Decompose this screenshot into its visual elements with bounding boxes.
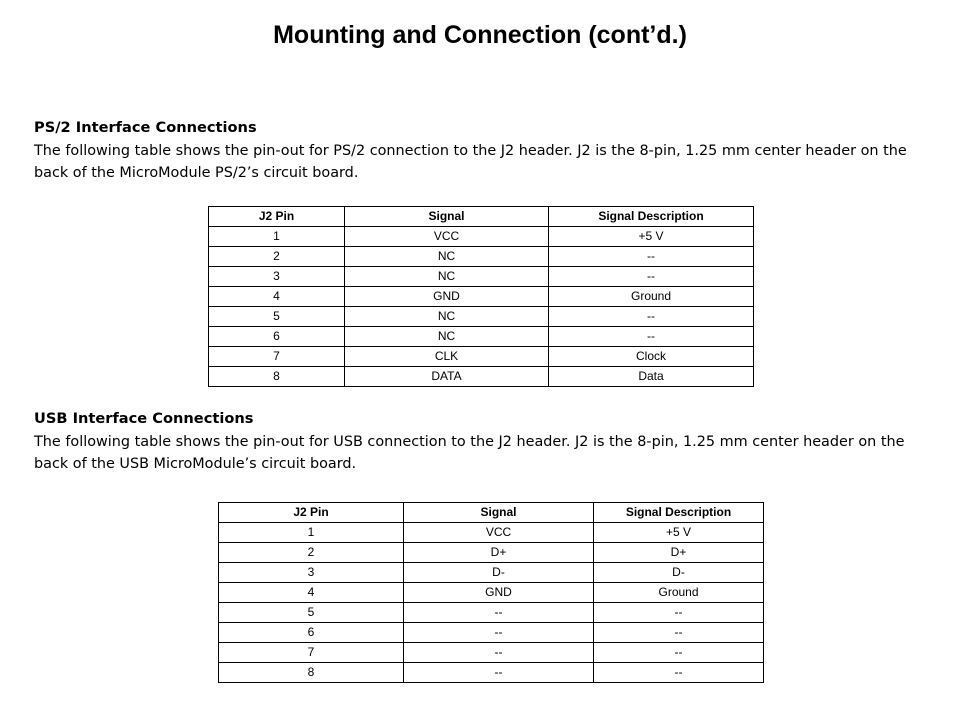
column-header-description: Signal Description	[549, 207, 754, 227]
description-cell: +5 V	[594, 523, 764, 543]
description-cell: --	[549, 247, 754, 267]
table-row	[219, 523, 764, 543]
pin-cell: 2	[219, 543, 404, 563]
table-row	[219, 623, 764, 643]
signal-cell: D-	[404, 563, 594, 583]
description-cell: Ground	[549, 287, 754, 307]
description-cell: Data	[549, 367, 754, 387]
table-row	[209, 307, 754, 327]
table-row	[219, 603, 764, 623]
pin-cell: 8	[219, 663, 404, 683]
pin-cell: 4	[209, 287, 345, 307]
signal-cell: VCC	[404, 523, 594, 543]
pin-cell: 3	[209, 267, 345, 287]
signal-cell: NC	[345, 247, 549, 267]
description-cell: --	[594, 623, 764, 643]
signal-cell: --	[404, 603, 594, 623]
description-cell: D-	[594, 563, 764, 583]
ps2-pinout-table	[208, 206, 754, 387]
column-header-pin: J2 Pin	[209, 207, 345, 227]
description-cell: --	[594, 603, 764, 623]
usb-pinout-table	[218, 502, 764, 683]
pin-cell: 2	[209, 247, 345, 267]
table-row	[209, 267, 754, 287]
pin-cell: 7	[219, 643, 404, 663]
description-cell: --	[549, 327, 754, 347]
pin-cell: 1	[219, 523, 404, 543]
table-row	[209, 367, 754, 387]
column-header-description: Signal Description	[594, 503, 764, 523]
description-cell: D+	[594, 543, 764, 563]
ps2-heading: PS/2 Interface Connections	[34, 119, 257, 136]
pin-cell: 5	[219, 603, 404, 623]
column-header-signal: Signal	[404, 503, 594, 523]
signal-cell: NC	[345, 307, 549, 327]
table-row	[209, 227, 754, 247]
table-row	[209, 347, 754, 367]
usb-description: The following table shows the pin-out for USB connection to the J2 header. J2 is the 8-pin, 1.25 mm center header on the back of the USB MicroModule’s circuit board.	[34, 434, 905, 472]
ps2-description: The following table shows the pin-out for PS/2 connection to the J2 header. J2 is the 8-pin, 1.25 mm center header on the back of the MicroModule PS/2’s circuit board.	[34, 143, 907, 181]
usb-heading: USB Interface Connections	[34, 410, 254, 427]
description-cell: Clock	[549, 347, 754, 367]
table-row	[219, 663, 764, 683]
table-row	[219, 583, 764, 603]
pin-cell: 6	[209, 327, 345, 347]
signal-cell: NC	[345, 267, 549, 287]
column-header-pin: J2 Pin	[219, 503, 404, 523]
signal-cell: CLK	[345, 347, 549, 367]
pin-cell: 1	[209, 227, 345, 247]
description-cell: Ground	[594, 583, 764, 603]
signal-cell: NC	[345, 327, 549, 347]
pin-cell: 8	[209, 367, 345, 387]
pin-cell: 7	[209, 347, 345, 367]
table-row	[209, 247, 754, 267]
column-header-signal: Signal	[345, 207, 549, 227]
table-row	[219, 643, 764, 663]
description-cell: --	[594, 643, 764, 663]
pin-cell: 3	[219, 563, 404, 583]
description-cell: --	[549, 267, 754, 287]
table-row	[219, 543, 764, 563]
description-cell: --	[594, 663, 764, 683]
signal-cell: D+	[404, 543, 594, 563]
table-row	[209, 327, 754, 347]
page-title: Mounting and Connection (cont’d.)	[273, 21, 687, 49]
description-cell: +5 V	[549, 227, 754, 247]
pin-cell: 4	[219, 583, 404, 603]
signal-cell: GND	[345, 287, 549, 307]
signal-cell: DATA	[345, 367, 549, 387]
pin-cell: 5	[209, 307, 345, 327]
table-row	[209, 287, 754, 307]
signal-cell: --	[404, 663, 594, 683]
table-header-row	[219, 503, 764, 523]
signal-cell: GND	[404, 583, 594, 603]
signal-cell: VCC	[345, 227, 549, 247]
pin-cell: 6	[219, 623, 404, 643]
table-header-row	[209, 207, 754, 227]
table-row	[219, 563, 764, 583]
signal-cell: --	[404, 643, 594, 663]
signal-cell: --	[404, 623, 594, 643]
description-cell: --	[549, 307, 754, 327]
